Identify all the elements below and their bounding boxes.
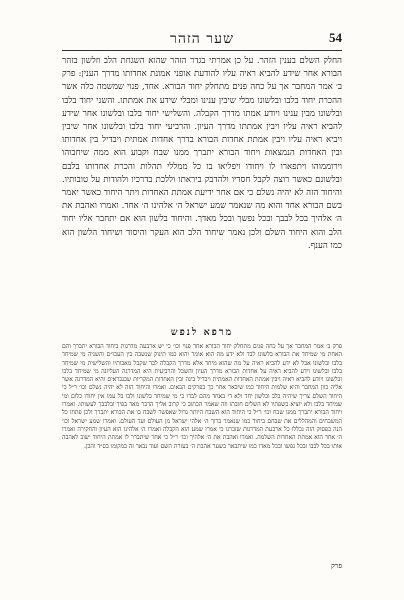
page-number: 54 [329,30,342,45]
main-text-paragraph: החלק השלם בענין הזהר. על כן אמרתי בגדר הזהר שהוא השגחת הלב וזלשון בזהר הבורא אחר שידע להביא ראיה עליו להודעת אופני אמונת אחדותו מדרך הענין: פרק ב׳ אמר המחבר אך על כחה פנים מתחלק יחוד הבורא. אחד, פנוי שמשמה כלה אשר ההכרת יחוד בלבו ובלשונו מבלי שיבין ענינו ומבלי שידע את אמתתו. והשני יחוד בלבו ובלשונו מבין ענינו ויודע אמתו מדרך הקבלה. והשלישי יחוד בלבו ובלשונו אחר שידע להביא ראיה עליו ויבין אמתתו מדרך העיון. והרביעי יחוד בלבו ובלשונו אחר שיבין ויביא ראיה עליו ויבין אמתת אחדות הבורא בדרך אחדות אמתית ויבדיל בין אחדותו ובין האחדות הנמצאות ויחוד הבורא יתברך ממנו שבח וקבוע הוא ממה שיחבוהו וירוממוהו ויתפארו לו ויחודו ויפליאו בו כל ממללי תהלות והכרת אחדותו בלבם ובלשונם כאשר רוצה לקבל חסדיו ולהדבק ביראתו וללכת בדרכיו ולהודות על טובותיו. והיחוד הזה לא יהיה נשלם כי אם אחר ידיעת אמתת האחדות ויתר היחוד כאשר יאמר בשם הבורא אחד והוא מה שנאמר שמע ישראל ה׳ אלהינו ה׳ אחד. ואמרו ואהבת את ה׳ אלהיך בכל לבבך ובכל נפשך ובכל מאדך. והיחוד בלשון הוא אם יתחבר אליו יחוד הלב והוא היחוד השלם ולכן נאמר שיחוד הלב הוא העקר והיסוד ושיחוד הלשון הוא כמו הענף. [62,56,342,251]
header-divider [62,50,342,51]
commentary-block [62,343,342,561]
running-head: שער הזהר [169,30,235,47]
catchword: פרק [331,562,342,570]
commentary-title: מרפא לנפש [170,327,234,338]
main-text-block [62,55,342,320]
page-header [62,30,342,48]
commentary-text: פרק ב׳ אמר המחבר אך על כחה פנים מתחלק יחוד הבורא אחד פנוי וכו׳ כי יש ארבעה מדרגות ביחוד הבורא יתברך והם האחת מי שמיחד את הבורא בלשונו לבד ולא ידע מה הוא אומר והוא כמו תינוק שנשבה בין העכו״ם והשניה מי שמיחד בלבו ובלשונו אבל לא ידע להביא ראיה על מה שהוא מיחד אלא מדרך הקבלה לבד שקבל מאבותיו והשלישית מי שמיחד בלבו ובלשונו וידע להביא ראיה על אחדות הבורא מדרך העיון והשכל והרביעית היא המדרגה העליונה מי שמיחד בלבו ובלשונו ויודע להביא ראיה ויבין אמתת האחדות האמתית ויבדיל בינה ובין האחדות המקריות שבנבראים והיא המדרגה אשר אליה כוון המחבר והיא שלמות היחוד כמו שיבאר אחר כך בפרקים הבאים. ואמרו והיחוד הזה לא יהיה נשלם וכו׳ ר״ל כי היחוד השלם צריך שיהיה בלב ובלשון יחד ולא די באחד מהם לבדו כי מי שמיחד בלשונו ולבו בל עמו אין יחודו כלום ומי שמיחד בלבו ולא יוציא בשפתיו לא השלים חובתו וזה שאמר הכתוב כי קרוב אליך הדבר מאד בפיך ובלבבך לעשותו. ואמרו ויחוד הבורא יתברך ממנו שבח וכו׳ ר״ל כי היחוד הוא השבח היותר גדול שאפשר לשבח בו את הבורא יתברך ולכן פתחו כל המשבחים והמהללים את שבחם ביחוד כמו שנאמר ברוך ה׳ אלהי ישראל מן העולם ועד העולם. ואמרו שמע ישראל וכו׳ הנה בפסוק הזה נכללו כל ארבעת המדרגות שזכרנו כי אמרו שמע הוא הקבלה ואמרו ה׳ אלהינו הוא העיון והחקירה ואמרו ה׳ אחד הוא אמתת האחדות השלמה. ואמרו ואהבת את ה׳ אלהיך וכו׳ ר״ל כי אחר שיתברר לו אמתת היחוד ישוב לאהבה אותו בכל לבבו ובכל נפשו ובכל מאדו כמו שיתבאר בשער אהבת ה׳ בעזרת השם ועוד נבאר זה במקומו בס״ד והבן. [62,343,342,450]
